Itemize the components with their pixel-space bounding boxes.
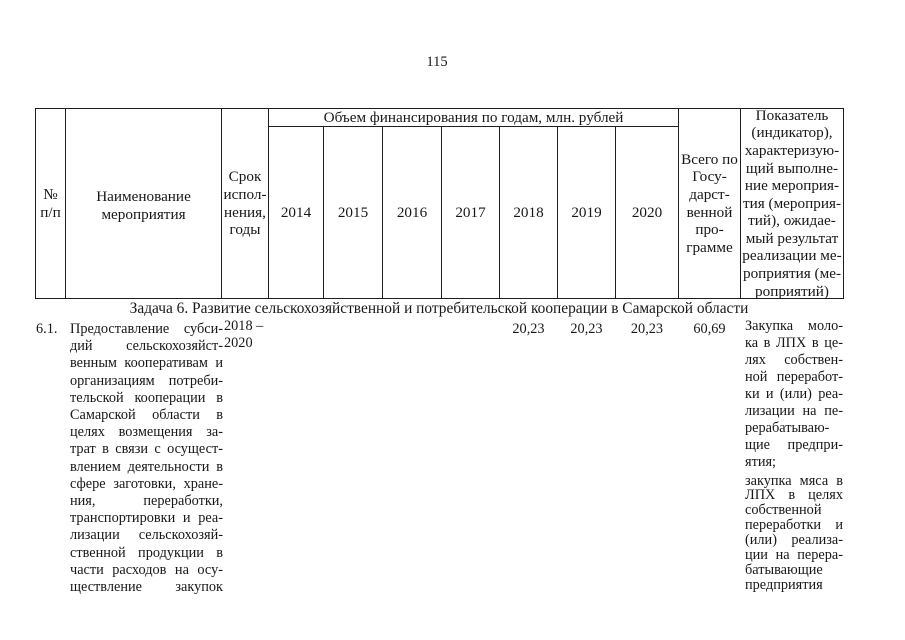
- row-term: [224, 318, 268, 352]
- row-term-line: 2018 –: [224, 318, 264, 334]
- row-indicator-line: лях собствен-: [745, 351, 843, 368]
- row-value-2018: 20,23: [512, 321, 545, 337]
- header-indicator-line: роприятия (ме-: [742, 265, 842, 283]
- page-number: 115: [426, 54, 448, 70]
- row-indicator: [745, 318, 843, 593]
- header-total-line: грамме: [686, 238, 733, 256]
- row-name-line: тельской кооперации в: [70, 389, 223, 406]
- header-num-line: №: [43, 185, 58, 203]
- row-indicator-line: ЛПХ в целях: [745, 487, 843, 504]
- row-indicator-line: батывающие: [745, 561, 823, 578]
- row-name-line: ществление закупок: [70, 579, 223, 596]
- row-name-line: части расходов на осу-: [70, 561, 223, 578]
- header-total-line: венной: [686, 203, 733, 221]
- header-indicator-line: характеризую-: [744, 141, 840, 159]
- row-indicator-line: ятия;: [745, 454, 777, 471]
- row-indicator-line: лизации на пе-: [745, 402, 843, 419]
- header-num-line: п/п: [40, 203, 61, 221]
- header-name: [66, 109, 222, 299]
- row-indicator-line: ка в ЛПХ в це-: [745, 334, 843, 351]
- row-indicator-line: предприятия: [745, 576, 823, 593]
- header-num: [36, 109, 66, 299]
- row-name-line: трат в связи с осущест-: [70, 441, 223, 458]
- row-name: [70, 321, 223, 596]
- header-total: [679, 109, 741, 299]
- row-indicator-line: ки и (или) реа-: [745, 385, 843, 402]
- row-indicator-line: рерабатываю-: [745, 420, 830, 437]
- row-name-line: дий сельскохозяйст-: [70, 338, 223, 355]
- row-indicator-line: закупка мяса в: [745, 472, 843, 489]
- header-indicator-line: мый результат: [745, 229, 839, 247]
- row-name-line: Самарской области в: [70, 407, 223, 424]
- row-indicator-line: Закупка моло-: [745, 317, 843, 334]
- row-name-line: целях возмещения за-: [70, 424, 223, 441]
- row-name-line: ния, переработки,: [70, 493, 223, 510]
- row-name-line: влением деятельности в: [70, 458, 223, 475]
- header-indicator-line: роприятий): [755, 282, 829, 300]
- header-name-line: мероприятия: [101, 205, 186, 223]
- row-value-2019: 20,23: [570, 321, 603, 337]
- row-value-2020: 20,23: [630, 321, 664, 337]
- header-indicator-line: тия (мероприя-: [742, 194, 842, 212]
- header-indicator-line: реализации ме-: [742, 247, 842, 265]
- row-total: 60,69: [693, 321, 726, 337]
- row-name-line: транспортировки и реа-: [70, 510, 223, 527]
- row-name-line: ственной продукции в: [70, 544, 223, 561]
- header-year-2017: 2017: [442, 127, 500, 299]
- header-term: [222, 109, 269, 299]
- row-term-line: 2020: [224, 335, 253, 351]
- header-term-line: нения,: [224, 203, 266, 221]
- header-indicator-line: ние мероприя-: [744, 177, 840, 195]
- row-name-line: организациям потреби-: [70, 372, 223, 389]
- header-term-line: годы: [229, 221, 261, 239]
- row-indicator-line: ции на перера-: [745, 547, 843, 564]
- header-funding: Объем финансирования по годам, млн. рублей: [269, 109, 679, 127]
- header-year-2016: 2016: [383, 127, 442, 299]
- row-indicator-line: переработки и: [745, 517, 843, 534]
- header-year-2018: 2018: [500, 127, 558, 299]
- header-indicator-line: Показатель: [755, 106, 829, 124]
- row-name-line: Предоставление субси-: [70, 321, 223, 337]
- header-year-2020: 2020: [616, 127, 679, 299]
- row-indicator-line: щие предпри-: [745, 437, 843, 454]
- table-header: [35, 108, 844, 299]
- row-indicator-line: ной переработ-: [745, 368, 843, 385]
- task-title: Задача 6. Развитие сельскохозяйственной и потребительской кооперации в Самарской области: [129, 300, 749, 317]
- row-name-line: венным кооперативам и: [70, 355, 223, 372]
- header-total-line: про-: [695, 221, 724, 239]
- header-total-line: дарст-: [689, 185, 730, 203]
- header-year-2015: 2015: [324, 127, 383, 299]
- row-name-line: сфере заготовки, хране-: [70, 475, 223, 492]
- row-indicator-line: собственной: [745, 502, 822, 519]
- header-name-line: Наименование: [96, 187, 191, 205]
- header-total-line: Госу-: [692, 168, 727, 186]
- header-year-2014: 2014: [269, 127, 324, 299]
- header-indicator: [741, 106, 844, 300]
- header-total-line: Всего по: [681, 150, 738, 168]
- header-year-2019: 2019: [558, 127, 616, 299]
- header-indicator-line: щий выполне-: [745, 159, 839, 177]
- header-term-line: Срок: [228, 168, 262, 186]
- header-term-line: испол-: [223, 185, 267, 203]
- row-indicator-line: (или) реализа-: [745, 532, 843, 549]
- row-number: 6.1.: [36, 321, 58, 337]
- header-indicator-line: (индикатор),: [751, 124, 833, 142]
- row-name-line: лизации сельскохозяй-: [70, 527, 223, 544]
- header-indicator-line: тий), ожидае-: [748, 212, 836, 230]
